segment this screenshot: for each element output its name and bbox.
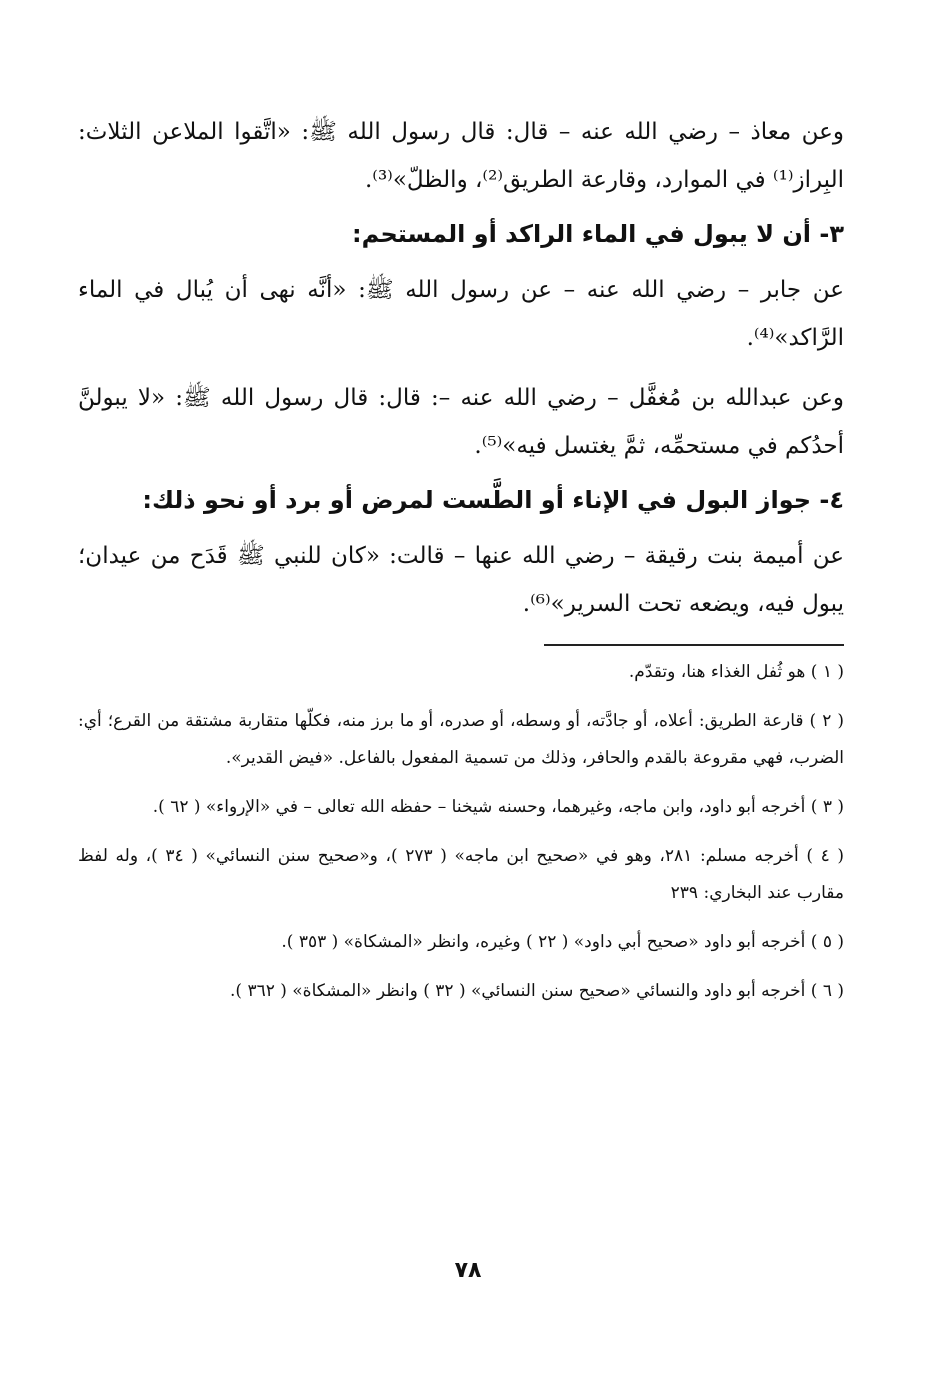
footnote-2: ( ٢ ) قارعة الطريق: أعلاه، أو جادَّته، أو وسطه، أو صدره، أو ما برز منه، فكلّها متقاربة مشتقة من القرع؛ أي: الضرب، فهي مقروعة بالقدم والحافر، وذلك من تسمية المفعول بالفاعل. «فيض القدير». <box>78 711 844 768</box>
footnotes <box>78 654 844 1010</box>
section-heading-3: ٣- أن لا يبول في الماء الراكد أو المستحم: <box>352 220 844 248</box>
main-text <box>78 108 844 628</box>
footnote-6: ( ٦ ) أخرجه أبو داود والنسائي «صحيح سنن النسائي» ( ٣٢ ) وانظر «المشكاة» ( ٣٦٢ ). <box>229 981 844 1001</box>
paragraph-muadh-hadith: وعن معاذ – رضي الله عنه – قال: قال رسول الله ﷺ: «اتَّقوا الملاعن الثلاث: البِراز⁽¹⁾ في الموارد، وقارعة الطريق⁽²⁾، والظلّ»⁽³⁾. <box>78 119 844 193</box>
page-body <box>78 108 844 1380</box>
page-number: ٧٨ <box>454 1258 482 1283</box>
footnote-1: ( ١ ) هو ثُفل الغذاء هنا، وتقدّم. <box>628 662 844 682</box>
paragraph-abdullah-hadith: وعن عبدالله بن مُغفَّل – رضي الله عنه –: قال: قال رسول الله ﷺ: «لا يبولنَّ أحدُكم في مستحمِّه، ثمَّ يغتسل فيه»⁽⁵⁾. <box>78 385 844 459</box>
paragraph-umaymah-hadith: عن أميمة بنت رقيقة – رضي الله عنها – قالت: «كان للنبي ﷺ قَدَح من عيدان؛ يبول فيه، ويضعه تحت السرير»⁽⁶⁾. <box>78 543 844 617</box>
footnote-3: ( ٣ ) أخرجه أبو داود، وابن ماجه، وغيرهما، وحسنه شيخنا – حفظه الله تعالى – في «الإرواء» ( ٦٢ ). <box>152 797 844 817</box>
footnote-5: ( ٥ ) أخرجه أبو داود «صحيح أبي داود» ( ٢٢ ) وغيره، وانظر «المشكاة» ( ٣٥٣ ). <box>281 932 844 952</box>
footnote-4: ( ٤ ) أخرجه مسلم: ٢٨١، وهو في «صحيح ابن ماجه» ( ٢٧٣ )، و«صحيح سنن النسائي» ( ٣٤ )، وله لفظ مقارب عند البخاري: ٢٣٩ <box>78 846 844 903</box>
footnote-divider <box>544 644 844 646</box>
paragraph-jabir-hadith: عن جابر – رضي الله عنه – عن رسول الله ﷺ: «أنَّه نهى أن يُبال في الماء الرَّاكد»⁽⁴⁾. <box>78 277 844 351</box>
section-heading-4: ٤- جواز البول في الإناء أو الطَّست لمرض أو برد أو نحو ذلك: <box>142 486 844 514</box>
